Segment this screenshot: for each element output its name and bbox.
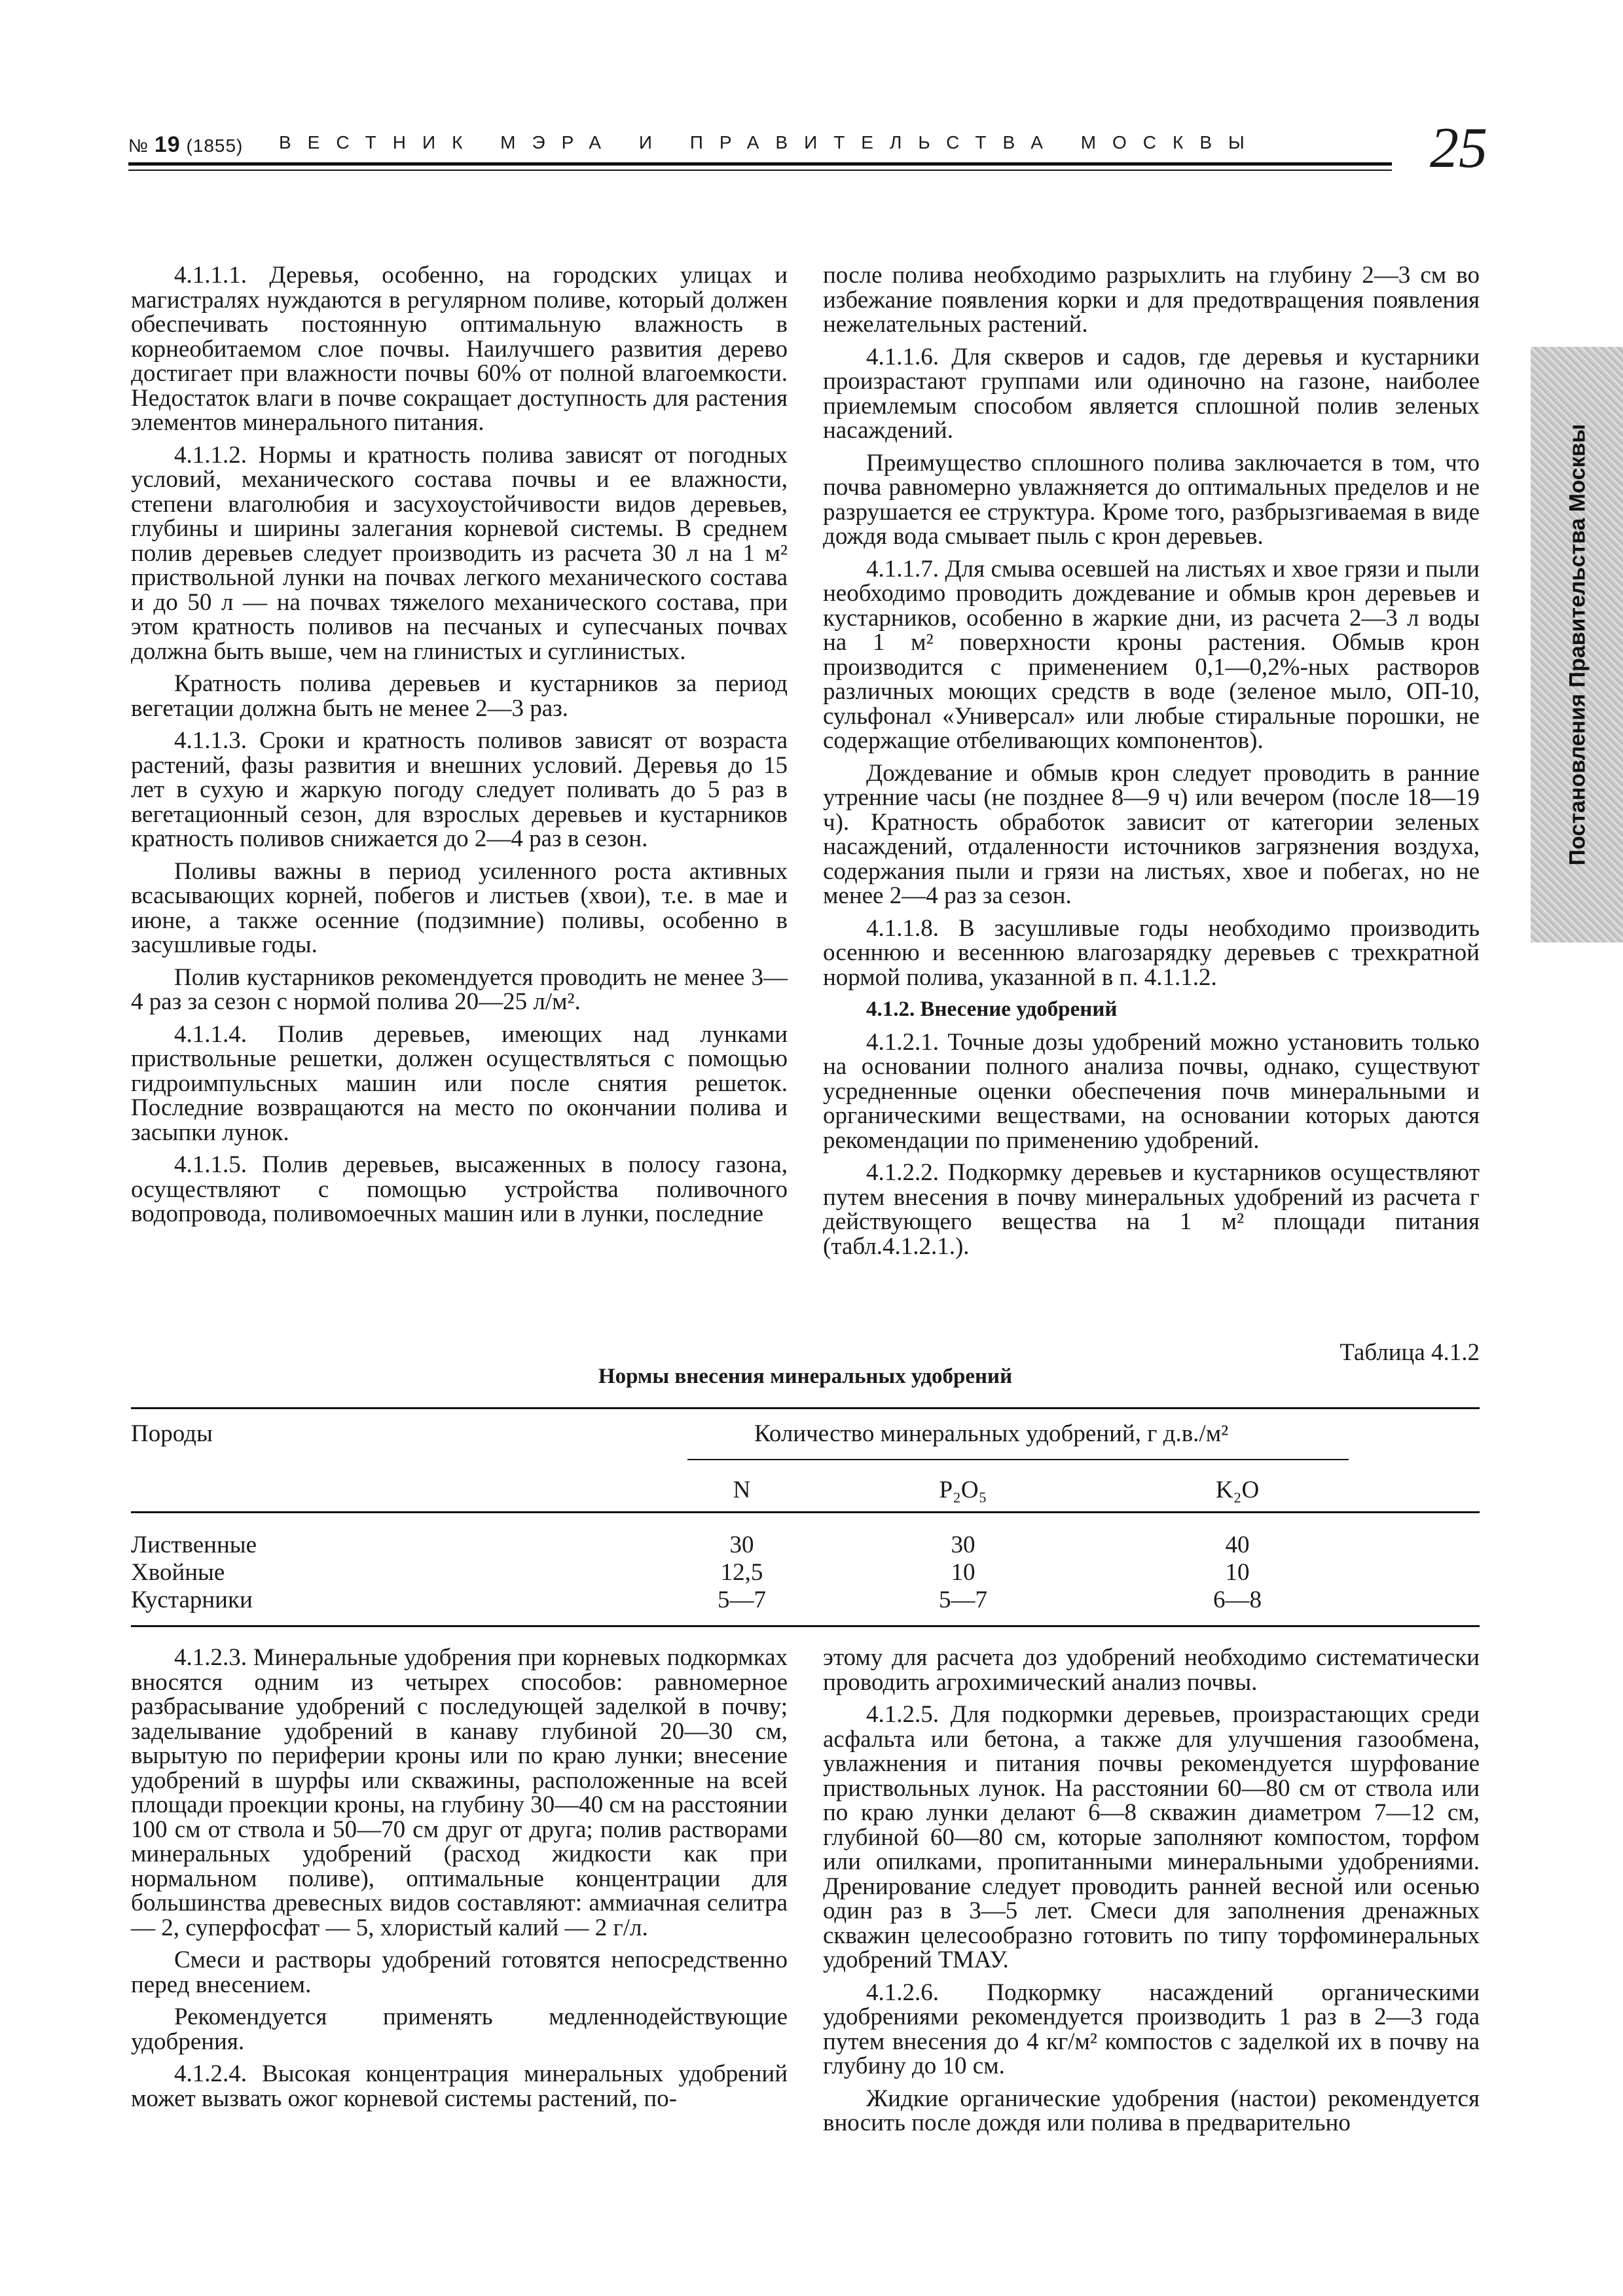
table-cell: 6—8	[1213, 1587, 1262, 1613]
table-cell: 40	[1225, 1532, 1250, 1558]
table-col-p2o5: P₂O₅	[939, 1477, 987, 1503]
issue-prefix: №	[128, 135, 149, 156]
column-right-lower	[823, 1645, 1480, 2144]
paragraph: 4.1.2.1. Точные дозы удобрений можно установить только на основании полного анализа почвы, однако, существуют усредненные оценки обеспечения почв минеральными и органическими веществами, на основании которых даются рекомендации по применению удобрений.	[823, 1028, 1480, 1154]
table-bottom-rule	[131, 1625, 1480, 1627]
table-cell: 5—7	[939, 1587, 987, 1613]
paragraph: 4.1.1.5. Полив деревьев, высаженных в полосу газона, осуществляют с помощью устройства поливочного водопровода, поливомоечных машин или в лунки, последние	[131, 1151, 788, 1227]
paragraph: 4.1.2.6. Подкормку насаждений органическими удобрениями рекомендуется производить 1 раз в 2—3 года путем внесения до 4 кг/м² компостов с заделкой их в почву на глубину до 10 см.	[823, 1979, 1480, 2079]
paragraph: 4.1.1.7. Для смыва осевшей на листьях и хвое грязи и пыли необходимо проводить дождевание и обмыв крон деревьев и кустарников, особенно в жаркие дни, из расчета 2—3 л воды на 1 м² поверхности кроны растения. Обмыв крон производится с применением 0,1—0,2%-ных растворов различных моющих средств в воде (зеленое мыло, ОП-10, сульфонал «Универсал» или любые стиральные порошки, не содержащие отбеливающих компонентов).	[823, 555, 1480, 754]
paragraph: Полив кустарников рекомендуется проводить не менее 3—4 раз за сезон с нормой полива 20—25 л/м².	[131, 963, 788, 1015]
table-cell: 12,5	[720, 1559, 763, 1586]
page-number: 25	[1430, 117, 1487, 180]
running-header	[128, 117, 1487, 180]
issue-number-value: 19	[154, 132, 181, 157]
issue-total: (1855)	[186, 135, 244, 156]
paragraph: 4.1.1.3. Сроки и кратность поливов зависят от возраста растений, фазы развития и внешних условий. Деревья до 15 лет в сухую и жаркую погоду следует поливать до 5 раз в вегетационный сезон, для взрослых деревьев и кустарников кратность поливов снижается до 2—4 раз в сезон.	[131, 727, 788, 852]
paragraph: 4.1.2.4. Высокая концентрация минеральных удобрений может вызвать ожог корневой системы растений, по-	[131, 2060, 788, 2112]
header-rule-thin	[128, 170, 1392, 171]
paragraph: 4.1.1.8. В засушливые годы необходимо производить осеннюю и весеннюю влагозарядку деревьев с трехкратной нормой полива, указанной в п. 4.1.1.2.	[823, 914, 1480, 991]
paragraph-continued: этому для расчета доз удобрений необходимо систематически проводить агрохимический анализ почвы.	[823, 1644, 1480, 1696]
table-group-header: Количество минеральных удобрений, г д.в./м²	[754, 1420, 1229, 1447]
column-left-upper	[131, 263, 788, 1234]
side-tab-label: Постановления Правительства Москвы	[1565, 423, 1590, 866]
table-row-name: Лиственные	[131, 1532, 257, 1558]
table-cell: 10	[1225, 1559, 1250, 1586]
paragraph: Смеси и растворы удобрений готовятся непосредственно перед внесением.	[131, 1946, 788, 1998]
paragraph: Преимущество сплошного полива заключается в том, что почва равномерно увлажняется до оптимальных пределов и не разрушается ее структура. Кроме того, разбрызгиваемая в виде дождя вода смывает пыль с крон деревьев.	[823, 449, 1480, 550]
section-side-tab	[1531, 347, 1623, 942]
paragraph: 4.1.1.2. Нормы и кратность полива зависят от погодных условий, механического состава почвы и ее влажности, степени влаголюбия и засухоустойчивости видов деревьев, глубины и ширины залегания корневой системы. В среднем полив деревьев следует производить из расчета 30 л на 1 м² приствольной лунки на почвах легкого механического состава и до 50 л — на почвах тяжелого механического состава, при этом кратность поливов на песчаных и супесчаных почвах должна быть выше, чем на глинистых и суглинистых.	[131, 441, 788, 665]
paragraph: 4.1.1.6. Для скверов и садов, где деревья и кустарники произрастают группами или одиночно на газоне, наиболее приемлемым способом является сплошной полив зеленых насаждений.	[823, 343, 1480, 444]
paragraph: Кратность полива деревьев и кустарников за период вегетации должна быть не менее 2—3 раз.	[131, 670, 788, 722]
table-cell: 10	[951, 1559, 976, 1586]
journal-title: ВЕСТНИК МЭРА И ПРАВИТЕЛЬСТВА МОСКВЫ	[279, 132, 1261, 152]
table-row-header: Породы	[131, 1420, 213, 1447]
paragraph: Рекомендуется применять медленнодействующие удобрения.	[131, 2003, 788, 2055]
paragraph: Поливы важны в период усиленного роста активных всасывающих корней, побегов и листьев (хвои), т.е. в мае и июне, а также осенние (подзимние) поливы, особенно в засушливые годы.	[131, 857, 788, 958]
paragraph: 4.1.2.3. Минеральные удобрения при корневых подкормках вносятся одним из четырех способов: равномерное разбрасывание удобрений с последующей заделкой в почву; заделывание удобрений в канаву глубиной 20—30 см, вырытую по периферии кроны или по краю лунки; внесение удобрений в шурфы или скважины, расположенные на всей площади проекции кроны, на глубину 30—40 см на расстоянии 100 см от ствола и 50—70 см друг от друга; полив растворами минеральных удобрений (расход жидкости как при нормальном поливе), оптимальные концентрации для большинства древесных видов составляют: аммиачная селитра — 2, суперфосфат — 5, хлористый калий — 2 г/л.	[131, 1644, 788, 1941]
issue-number	[128, 132, 243, 158]
table-cell: 30	[951, 1532, 976, 1558]
table-top-rule	[131, 1407, 1480, 1409]
paragraph: 4.1.2.5. Для подкормки деревьев, произрастающих среди асфальта или бетона, а также для улучшения газообмена, увлажнения и питания почвы рекомендуется шурфование приствольных лунок. На расстоянии 60—80 см от ствола или по краю лунки делают 6—8 скважин диаметром 7—12 см, глубиной 60—80 см, которые заполняют компостом, торфом или опилками, пропитанными минеральными удобрениями. Дренирование следует проводить ранней весной или осенью один раз в 3—5 лет. Смеси для заполнения дренажных скважин целесообразно готовить по типу торфоминеральных удобрений ТМАУ.	[823, 1701, 1480, 1973]
header-rule-thick	[128, 162, 1392, 166]
paragraph: 4.1.1.4. Полив деревьев, имеющих над лунками приствольные решетки, должен осуществляться с помощью гидроимпульсных машин или после снятия решеток. Последние возвращаются на место по окончании полива и засыпки лунок.	[131, 1020, 788, 1146]
column-left-lower	[131, 1645, 788, 2119]
paragraph: 4.1.1.1. Деревья, особенно, на городских улицах и магистралях нуждаются в регулярном поливе, который должен обеспечивать постоянную оптимальную влажность в корнеобитаемом слое почвы. Наилучшего развития дерево достигает при влажности почвы 60% от полной влагоемкости. Недостаток влаги в почве сокращает доступность для растения элементов минерального питания.	[131, 262, 788, 436]
table-col-n: N	[733, 1477, 751, 1503]
subsection-heading: 4.1.2. Внесение удобрений	[866, 997, 1118, 1021]
column-right-upper	[823, 263, 1480, 1266]
paragraph: Жидкие органические удобрения (настои) рекомендуется вносить после дождя или полива в предварительно	[823, 2085, 1480, 2136]
table-cell: 30	[729, 1532, 754, 1558]
table-row-name: Хвойные	[131, 1559, 225, 1586]
table-col-k2o: K₂O	[1215, 1477, 1260, 1503]
table-label: Таблица 4.1.2	[1340, 1339, 1480, 1366]
table-cell: 5—7	[718, 1587, 766, 1613]
table-group-rule	[687, 1459, 1349, 1460]
paragraph: 4.1.2.2. Подкормку деревьев и кустарников осуществляют путем внесения в почву минеральных удобрений из расчета г действующего вещества на 1 м² площади питания (табл.4.1.2.1.).	[823, 1159, 1480, 1260]
paragraph-continued: после полива необходимо разрыхлить на глубину 2—3 см во избежание появления корки и для предотвращения появления нежелательных растений.	[823, 262, 1480, 338]
paragraph: Дождевание и обмыв крон следует проводить в ранние утренние часы (не позднее 8—9 ч) или вечером (после 18—19 ч). Кратность обработок зависит от категории зеленых насаждений, отдаленности источников загрязнения воздуха, содержания пыли и грязи на листьях, хвое и побегах, но не менее 2—4 раз за сезон.	[823, 759, 1480, 909]
table-header-rule	[131, 1511, 1480, 1513]
table-row-name: Кустарники	[131, 1587, 253, 1613]
table-title: Нормы внесения минеральных удобрений	[598, 1365, 1013, 1388]
